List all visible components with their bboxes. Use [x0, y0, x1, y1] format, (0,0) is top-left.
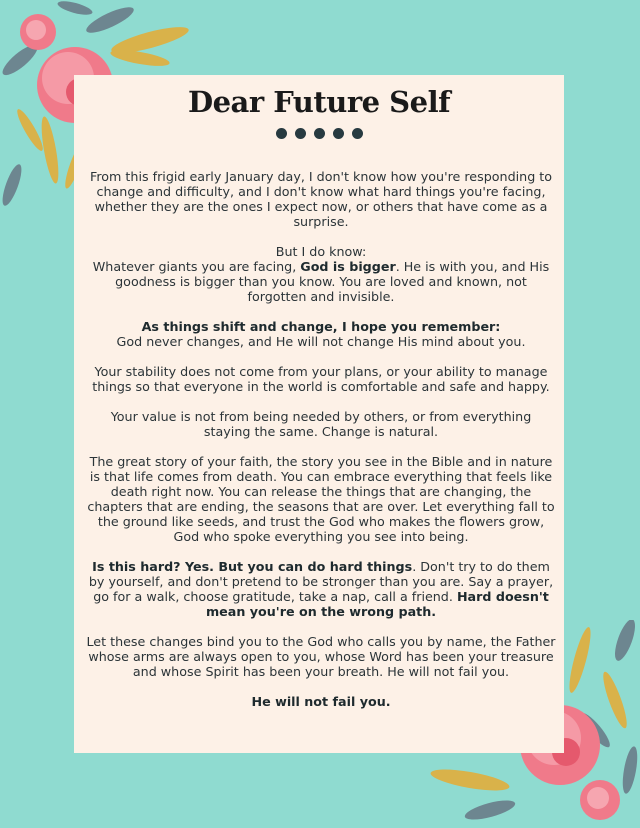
- paragraph-2-intro: But I do know:: [275, 244, 367, 259]
- divider-dot: [352, 128, 363, 139]
- paragraph-7-bold-a: Is this hard? Yes. But you can do hard things: [92, 559, 413, 574]
- paragraph-3: [86, 319, 556, 349]
- paragraph-1: From this frigid early January day, I don't know how you're responding to change and difficulty, and I don't know what hard things you're facing, whether they are the ones I expect now, or others that have come as a surprise.: [89, 169, 553, 229]
- paragraph-5: Your value is not from being needed by others, or from everything staying the same. Change is natural.: [110, 409, 532, 439]
- letter-body: [86, 169, 556, 724]
- paragraph-2-text-b: . He is with you, and His goodness is bigger than you know. You are loved and known, not forgotten and invisible.: [115, 259, 550, 304]
- paragraph-8: Let these changes bind you to the God who calls you by name, the Father whose arms are always open to you, whose Word has been your treasure and whose Spirit has been your breath. He will not fail you.: [86, 634, 556, 679]
- paragraph-7-text: . Don't try to do them by yourself, and don't pretend to be stronger than you are. Say a prayer, go for a walk, choose gratitude, take a nap, call a friend.: [88, 559, 554, 604]
- paragraph-3-bold: As things shift and change, I hope you remember:: [141, 319, 501, 334]
- paragraph-7: [86, 559, 556, 619]
- paragraph-2: [86, 244, 556, 304]
- closing-bold: He will not fail you.: [251, 694, 391, 709]
- paragraph-2-bold: God is bigger: [300, 259, 396, 274]
- closing-line: [86, 694, 556, 709]
- divider-dot: [333, 128, 344, 139]
- paragraph-3-text: God never changes, and He will not change His mind about you.: [116, 334, 526, 349]
- divider-dot: [276, 128, 287, 139]
- title-divider-dots: [74, 124, 564, 143]
- paragraph-2-text-a: Whatever giants you are facing,: [92, 259, 301, 274]
- divider-dot: [295, 128, 306, 139]
- divider-dot: [314, 128, 325, 139]
- paragraph-7-bold-b: Hard doesn't mean you're on the wrong path.: [205, 589, 549, 619]
- page-title: Dear Future Self: [187, 85, 451, 119]
- paragraph-4: Your stability does not come from your plans, or your ability to manage things so that everyone in the world is comfortable and safe and happy.: [92, 364, 550, 394]
- paragraph-6: The great story of your faith, the story you see in the Bible and in nature is that life comes from death. You can embrace everything that feels like death right now. You can release the things that are changing, the chapters that are ending, the seasons that are over. Let everything fall to the ground like seeds, and trust the God who makes the flowers grow, God who spoke everything you see into being.: [87, 454, 555, 544]
- letter-card: [74, 75, 564, 753]
